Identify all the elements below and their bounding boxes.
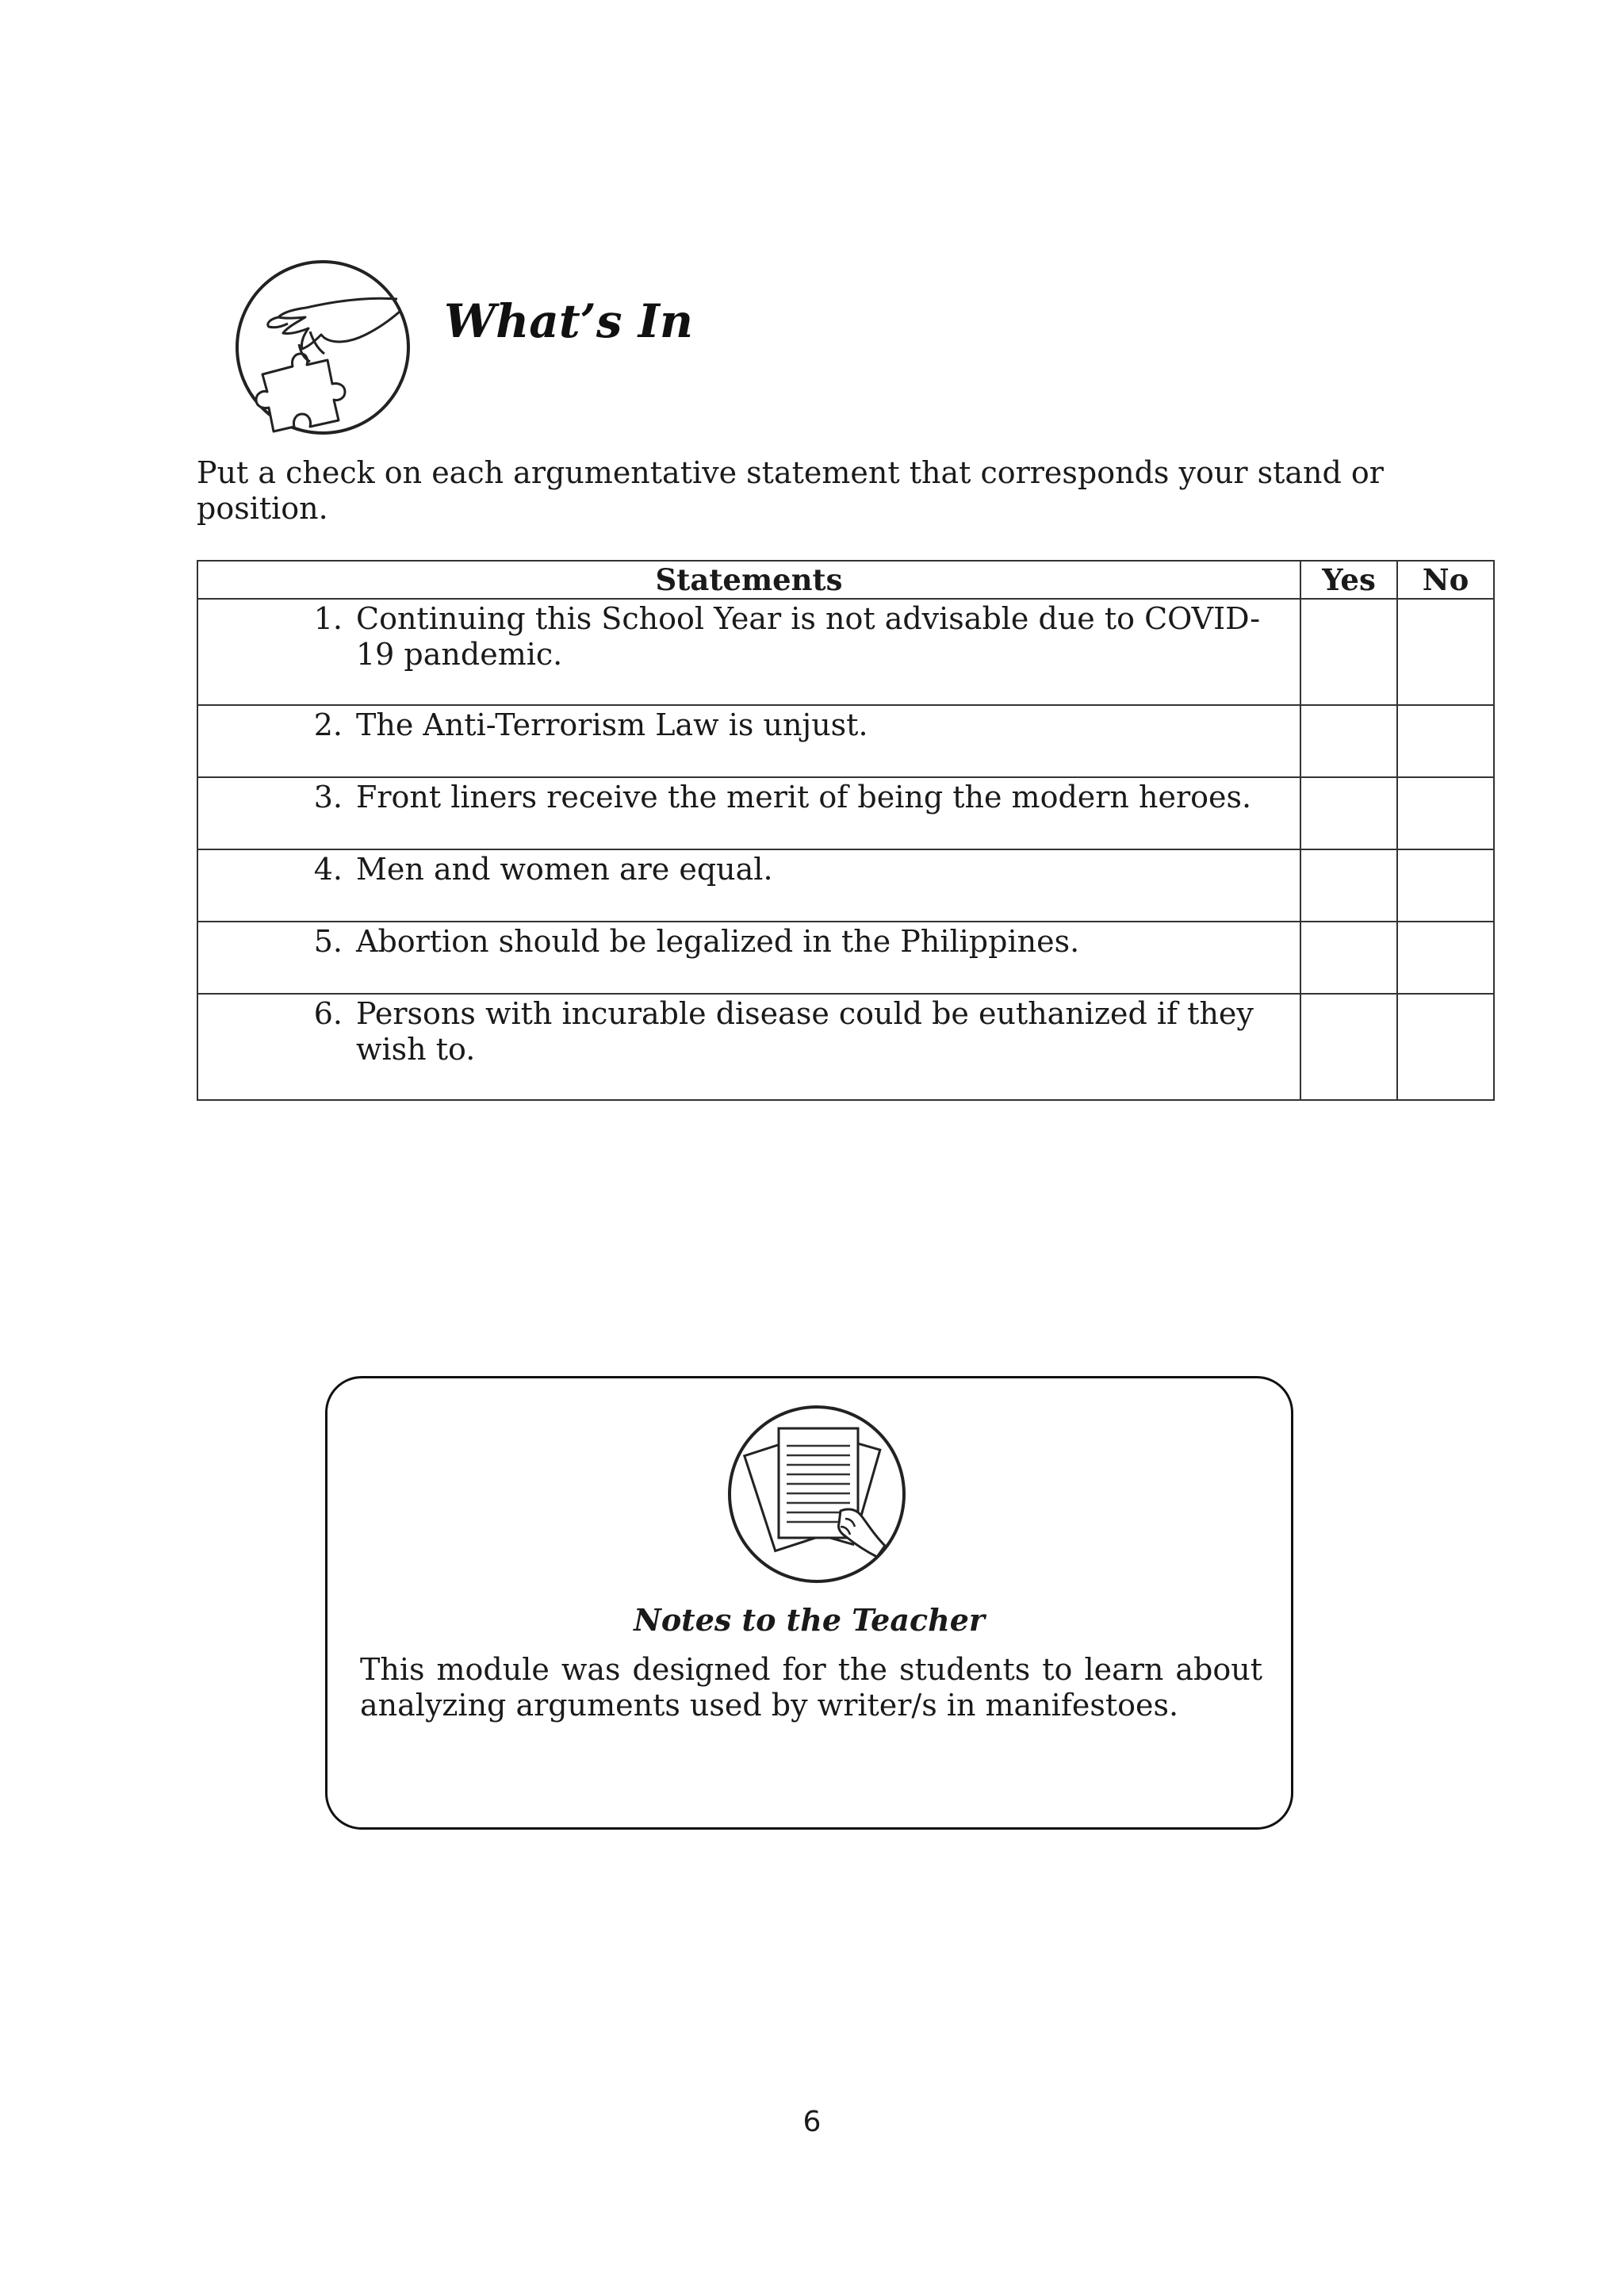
statement-text: Men and women are equal.	[356, 852, 773, 887]
statement-cell	[197, 994, 1300, 1100]
statement-text: Persons with incurable disease could be euthanized if they wish to.	[356, 996, 1254, 1067]
header-no: No	[1397, 561, 1494, 599]
no-check-cell[interactable]	[1397, 599, 1494, 705]
statement-cell	[197, 777, 1300, 849]
table-row	[197, 994, 1494, 1100]
table-row	[197, 705, 1494, 777]
instructions: Put a check on each argumentative statement that corresponds your stand or position.	[197, 455, 1384, 526]
table-row	[197, 849, 1494, 922]
statement-cell	[197, 705, 1300, 777]
notes-heading: Notes to the Teacher	[634, 1602, 985, 1638]
yes-check-cell[interactable]	[1300, 849, 1397, 922]
yes-check-cell[interactable]	[1300, 922, 1397, 994]
table-row	[197, 777, 1494, 849]
statement-number: 3.	[313, 780, 343, 815]
header-statements: Statements	[197, 561, 1300, 599]
table-row	[197, 599, 1494, 705]
yes-check-cell[interactable]	[1300, 994, 1397, 1100]
statements-table	[197, 560, 1495, 1101]
table-row	[197, 922, 1494, 994]
no-check-cell[interactable]	[1397, 777, 1494, 849]
statement-text: The Anti-Terrorism Law is unjust.	[356, 707, 868, 742]
header-yes: Yes	[1300, 561, 1397, 599]
page-number: 6	[802, 2106, 822, 2138]
statement-text: Abortion should be legalized in the Philippines.	[356, 924, 1080, 959]
statement-number: 5.	[313, 924, 343, 959]
statement-cell	[197, 599, 1300, 705]
section-title: What’s In	[444, 294, 694, 348]
no-check-cell[interactable]	[1397, 994, 1494, 1100]
statement-number: 4.	[313, 852, 343, 887]
yes-check-cell[interactable]	[1300, 705, 1397, 777]
notes-body: This module was designed for the students to learn about analyzing arguments used by writer/s in manifestoes.	[360, 1652, 1262, 1723]
papers-hand-icon	[722, 1400, 912, 1589]
statement-number: 1.	[313, 601, 343, 636]
statement-cell	[197, 849, 1300, 922]
yes-check-cell[interactable]	[1300, 599, 1397, 705]
table-header-row	[197, 561, 1494, 599]
statement-number: 2.	[313, 707, 343, 742]
puzzle-hand-icon	[231, 255, 415, 439]
statement-text: Continuing this School Year is not advisable due to COVID- 19 pandemic.	[356, 601, 1261, 672]
statement-text: Front liners receive the merit of being the modern heroes.	[356, 780, 1252, 815]
statement-number: 6.	[313, 996, 343, 1031]
no-check-cell[interactable]	[1397, 849, 1494, 922]
yes-check-cell[interactable]	[1300, 777, 1397, 849]
notes-to-teacher-box	[325, 1376, 1293, 1830]
statement-cell	[197, 922, 1300, 994]
no-check-cell[interactable]	[1397, 922, 1494, 994]
no-check-cell[interactable]	[1397, 705, 1494, 777]
